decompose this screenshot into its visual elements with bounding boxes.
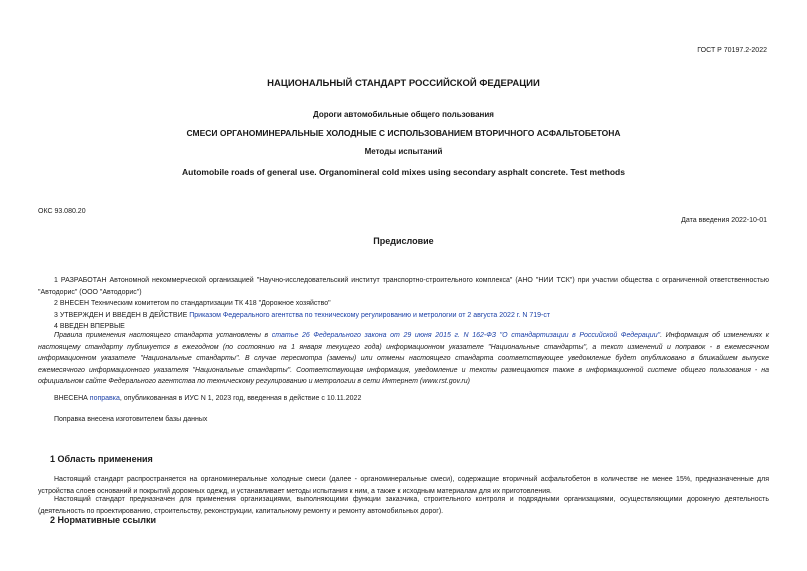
document-code: ГОСТ Р 70197.2-2022 <box>697 47 767 54</box>
amendment-notice <box>54 393 769 405</box>
application-rules <box>38 330 769 388</box>
standard-title: НАЦИОНАЛЬНЫЙ СТАНДАРТ РОССИЙСКОЙ ФЕДЕРАЦИИ <box>267 78 540 89</box>
section-1-paragraph-1: Настоящий стандарт распространяется на органоминеральные холодные смеси (далее - органоминеральные смеси), содержащие вторичный асфальтобетон в количестве не менее 15%, предназначенные для устройства слоев оснований и покрытий дорожных одежд, и устанавливает методы испытания к ним, а также к исходным материалам для их приготовления. <box>38 476 769 495</box>
preface-item-2: 2 ВНЕСЕН Техническим комитетом по стандартизации ТК 418 "Дорожное хозяйство" <box>54 300 331 307</box>
rules-text-end: . Информация об изменениях к настоящему стандарту публикуется в ежегодном (по состоянию на 1 января текущего года) информационном указателе "Национальные стандарты", а текст изменений и поправок - в ежемесячном информационном указателе "Национальные стандарты". В случае пересмотра (замены) или отмены настоящего стандарта соответствующее уведомление будет опубликовано в ближайшем выпуске ежемесячного информационного указателя "Национальные стандарты". Соответствующая информация, уведомление и тексты размещаются также в информационной системе общего пользования - на официальном сайте Федерального агентства по техническому регулированию и метрологии в сети Интернет (www.rst.gov.ru) <box>38 332 769 386</box>
preface-item-3-text: 3 УТВЕРЖДЕН И ВВЕДЕН В ДЕЙСТВИЕ <box>54 312 190 319</box>
section-2-heading: 2 Нормативные ссылки <box>50 515 156 525</box>
oks-code: ОКС 93.080.20 <box>38 208 86 215</box>
amendment-text-start: ВНЕСЕНА <box>54 395 90 402</box>
order-link[interactable]: Приказом Федерального агентства по техническому регулированию и метрологии от 2 августа 2022 г. N 719-ст <box>189 312 551 319</box>
preface-item-1: 1 РАЗРАБОТАН Автономной некоммерческой организацией "Научно-исследовательский институт транспортно-строительного комплекса" (АНО "НИИ ТСК") при участии общества с ограниченной ответственностью "Автодорис" (ООО "Автодорис") <box>38 277 769 296</box>
amendment-link[interactable]: поправка <box>89 395 120 402</box>
methods-title: Методы испытаний <box>364 147 443 156</box>
english-title: Automobile roads of general use. Organomineral cold mixes using secondary asphalt concrete. Test methods <box>182 167 625 177</box>
main-title: СМЕСИ ОРГАНОМИНЕРАЛЬНЫЕ ХОЛОДНЫЕ С ИСПОЛЬЗОВАНИЕМ ВТОРИЧНОГО АСФАЛЬТОБЕТОНА <box>186 128 621 138</box>
section-1-heading: 1 Область применения <box>50 454 153 464</box>
preface-item-4: 4 ВВЕДЕН ВПЕРВЫЕ <box>54 323 125 330</box>
amendment-text-end: , опубликованная в ИУС N 1, 2023 год, введенная в действие с 10.11.2022 <box>119 395 362 402</box>
preface-heading: Предисловие <box>373 236 434 246</box>
preface-item-3 <box>38 310 769 322</box>
introduction-date: Дата введения 2022-10-01 <box>681 217 767 224</box>
rules-text-start: Правила применения настоящего стандарта установлены в <box>54 332 272 339</box>
section-1-paragraph-2: Настоящий стандарт предназначен для применения организациями, выполняющими функции заказчика, строительного контроля и подрядными организациями, осуществляющими дорожную деятельность (деятельность по проектированию, строительству, реконструкции, капитальному ремонту и ремонту автомобильных дорог). <box>38 496 769 515</box>
amendment-note: Поправка внесена изготовителем базы данных <box>54 416 208 423</box>
federal-law-link[interactable]: статье 26 Федерального закона от 29 июня 2015 г. N 162-ФЗ "О стандартизации в Российской Федерации" <box>271 332 661 339</box>
subject-title: Дороги автомобильные общего пользования <box>313 110 494 119</box>
